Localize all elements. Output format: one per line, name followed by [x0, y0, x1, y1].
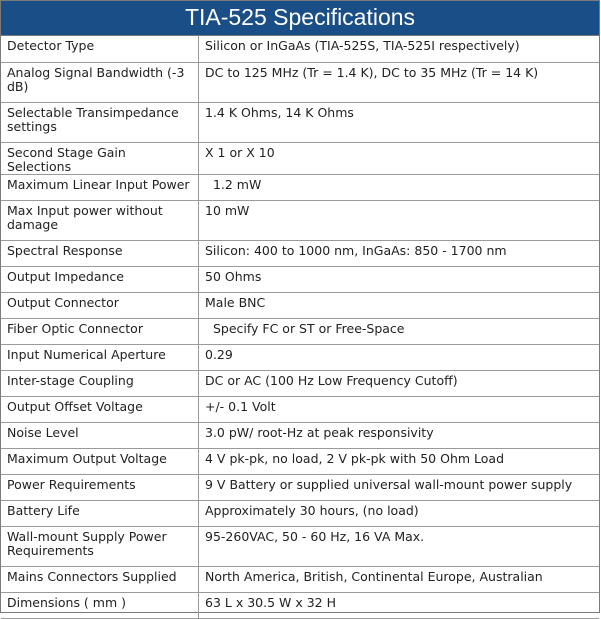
spec-label: Battery Life: [1, 500, 199, 526]
table-row: [1, 526, 599, 566]
spec-label: Max Input power without damage: [1, 200, 199, 240]
spec-label: Mains Connectors Supplied: [1, 566, 199, 592]
spec-label: Second Stage Gain Selections: [1, 142, 199, 174]
spec-label: Dimensions ( mm ): [1, 592, 199, 618]
spec-value: 9 V Battery or supplied universal wall-mount power supply: [199, 474, 600, 500]
spec-value: +/- 0.1 Volt: [199, 396, 600, 422]
spec-label: Noise Level: [1, 422, 199, 448]
table-row: [1, 200, 599, 240]
spec-label: Selectable Transimpedance settings: [1, 102, 199, 142]
spec-value: Approximately 30 hours, (no load): [199, 500, 600, 526]
table-row: [1, 174, 599, 200]
table-row: [1, 396, 599, 422]
table-row: [1, 370, 599, 396]
table-row: [1, 474, 599, 500]
table-row: [1, 422, 599, 448]
spec-value: DC or AC (100 Hz Low Frequency Cutoff): [199, 370, 600, 396]
spec-label: Wall-mount Supply Power Requirements: [1, 526, 199, 566]
spec-value: 10 mW: [199, 200, 600, 240]
spec-label: Fiber Optic Connector: [1, 318, 199, 344]
table-row: [1, 266, 599, 292]
spec-label: Output Impedance: [1, 266, 199, 292]
spec-value: 0.29: [199, 344, 600, 370]
spec-label: Maximum Output Voltage: [1, 448, 199, 474]
spec-value: 4 V pk-pk, no load, 2 V pk-pk with 50 Ohm Load: [199, 448, 600, 474]
spec-label: Detector Type: [1, 36, 199, 62]
table-row: [1, 566, 599, 592]
spec-value: Male BNC: [199, 292, 600, 318]
spec-value: North America, British, Continental Europe, Australian: [199, 566, 600, 592]
table-row: [1, 36, 599, 62]
spec-label: Power Requirements: [1, 474, 199, 500]
spec-value: 1.4 K Ohms, 14 K Ohms: [199, 102, 600, 142]
spec-value: 50 Ohms: [199, 266, 600, 292]
spec-label: Output Offset Voltage: [1, 396, 199, 422]
spec-value: Specify FC or ST or Free-Space: [199, 318, 600, 344]
spec-value: DC to 125 MHz (Tr = 1.4 K), DC to 35 MHz (Tr = 14 K): [199, 62, 600, 102]
spec-value: 1.2 mW: [199, 174, 600, 200]
spec-value: Silicon or InGaAs (TIA-525S, TIA-525I respectively): [199, 36, 600, 62]
spec-value: Silicon: 400 to 1000 nm, InGaAs: 850 - 1700 nm: [199, 240, 600, 266]
spec-label: Inter-stage Coupling: [1, 370, 199, 396]
table-row: [1, 318, 599, 344]
spec-label: Analog Signal Bandwidth (-3 dB): [1, 62, 199, 102]
table-row: [1, 240, 599, 266]
spec-label: Output Connector: [1, 292, 199, 318]
spec-label: Input Numerical Aperture: [1, 344, 199, 370]
page-title: TIA-525 Specifications: [1, 1, 599, 36]
table-row: [1, 448, 599, 474]
table-row: [1, 292, 599, 318]
spec-label: Maximum Linear Input Power: [1, 174, 199, 200]
table-row: [1, 592, 599, 618]
spec-value: X 1 or X 10: [199, 142, 600, 174]
spec-table: [1, 36, 599, 619]
table-row: [1, 142, 599, 174]
table-row: [1, 62, 599, 102]
spec-value: 95-260VAC, 50 - 60 Hz, 16 VA Max.: [199, 526, 600, 566]
table-row: [1, 344, 599, 370]
spec-value: 63 L x 30.5 W x 32 H: [199, 592, 600, 618]
table-row: [1, 500, 599, 526]
spec-value: 3.0 pW/ root-Hz at peak responsivity: [199, 422, 600, 448]
spec-label: Spectral Response: [1, 240, 199, 266]
table-row: [1, 102, 599, 142]
